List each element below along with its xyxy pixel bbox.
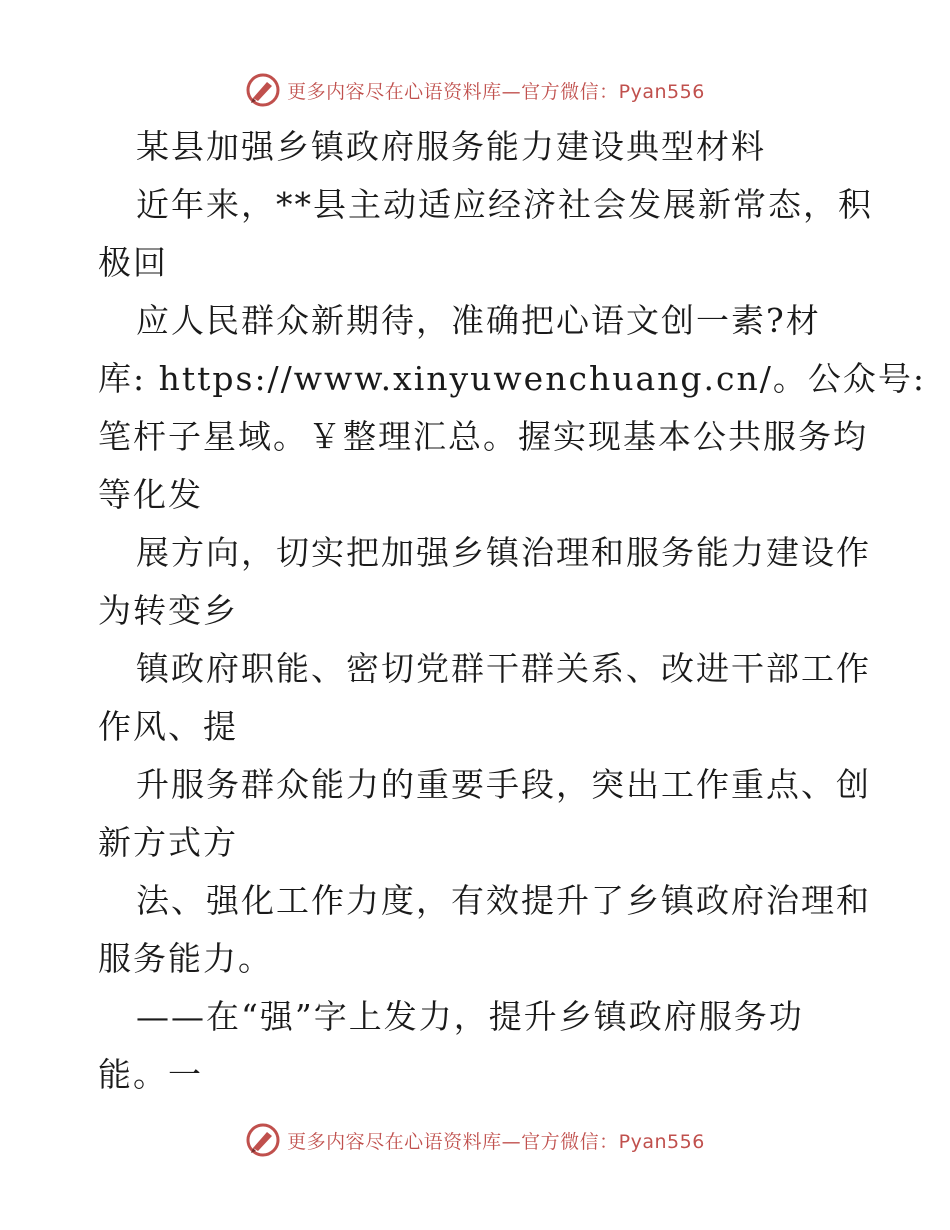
document-line: 某县加强乡镇政府服务能力建设典型材料 (136, 127, 766, 166)
document-line: 服务能力。 (98, 939, 273, 978)
footer-banner (0, 1120, 950, 1160)
banner-text: 更多内容尽在心语资料库—官方微信：Pyan556 (287, 1130, 705, 1153)
pen-logo-icon (245, 72, 281, 108)
document-line: 库: https://www.xinyuwenchuang.cn/。公众号: (98, 359, 926, 398)
document-line: 法、强化工作力度，有效提升了乡镇政府治理和 (136, 881, 871, 920)
document-line: 能。一 (98, 1055, 203, 1094)
document-line: 新方式方 (98, 823, 238, 862)
document-line: 升服务群众能力的重要手段，突出工作重点、创 (136, 765, 871, 804)
document-line: 为转变乡 (98, 591, 238, 630)
document-line: ——在“强”字上发力，提升乡镇政府服务功 (136, 997, 804, 1036)
document-line: 镇政府职能、密切党群干群关系、改进干部工作 (136, 649, 871, 688)
document-body (98, 118, 926, 1104)
document-line: 等化发 (98, 475, 203, 514)
pen-logo-icon (245, 1122, 281, 1158)
header-banner (0, 70, 950, 110)
document-line: 作风、提 (98, 707, 238, 746)
document-line: 应人民群众新期待，准确把心语文创一素?材 (136, 301, 821, 340)
document-line: 近年来，**县主动适应经济社会发展新常态，积 (136, 185, 873, 224)
document-line: 展方向，切实把加强乡镇治理和服务能力建设作 (136, 533, 871, 572)
document-line: 极回 (98, 243, 168, 282)
banner-text: 更多内容尽在心语资料库—官方微信：Pyan556 (287, 80, 705, 103)
document-line: 笔杆子星域。￥整理汇总。握实现基本公共服务均 (98, 417, 868, 456)
